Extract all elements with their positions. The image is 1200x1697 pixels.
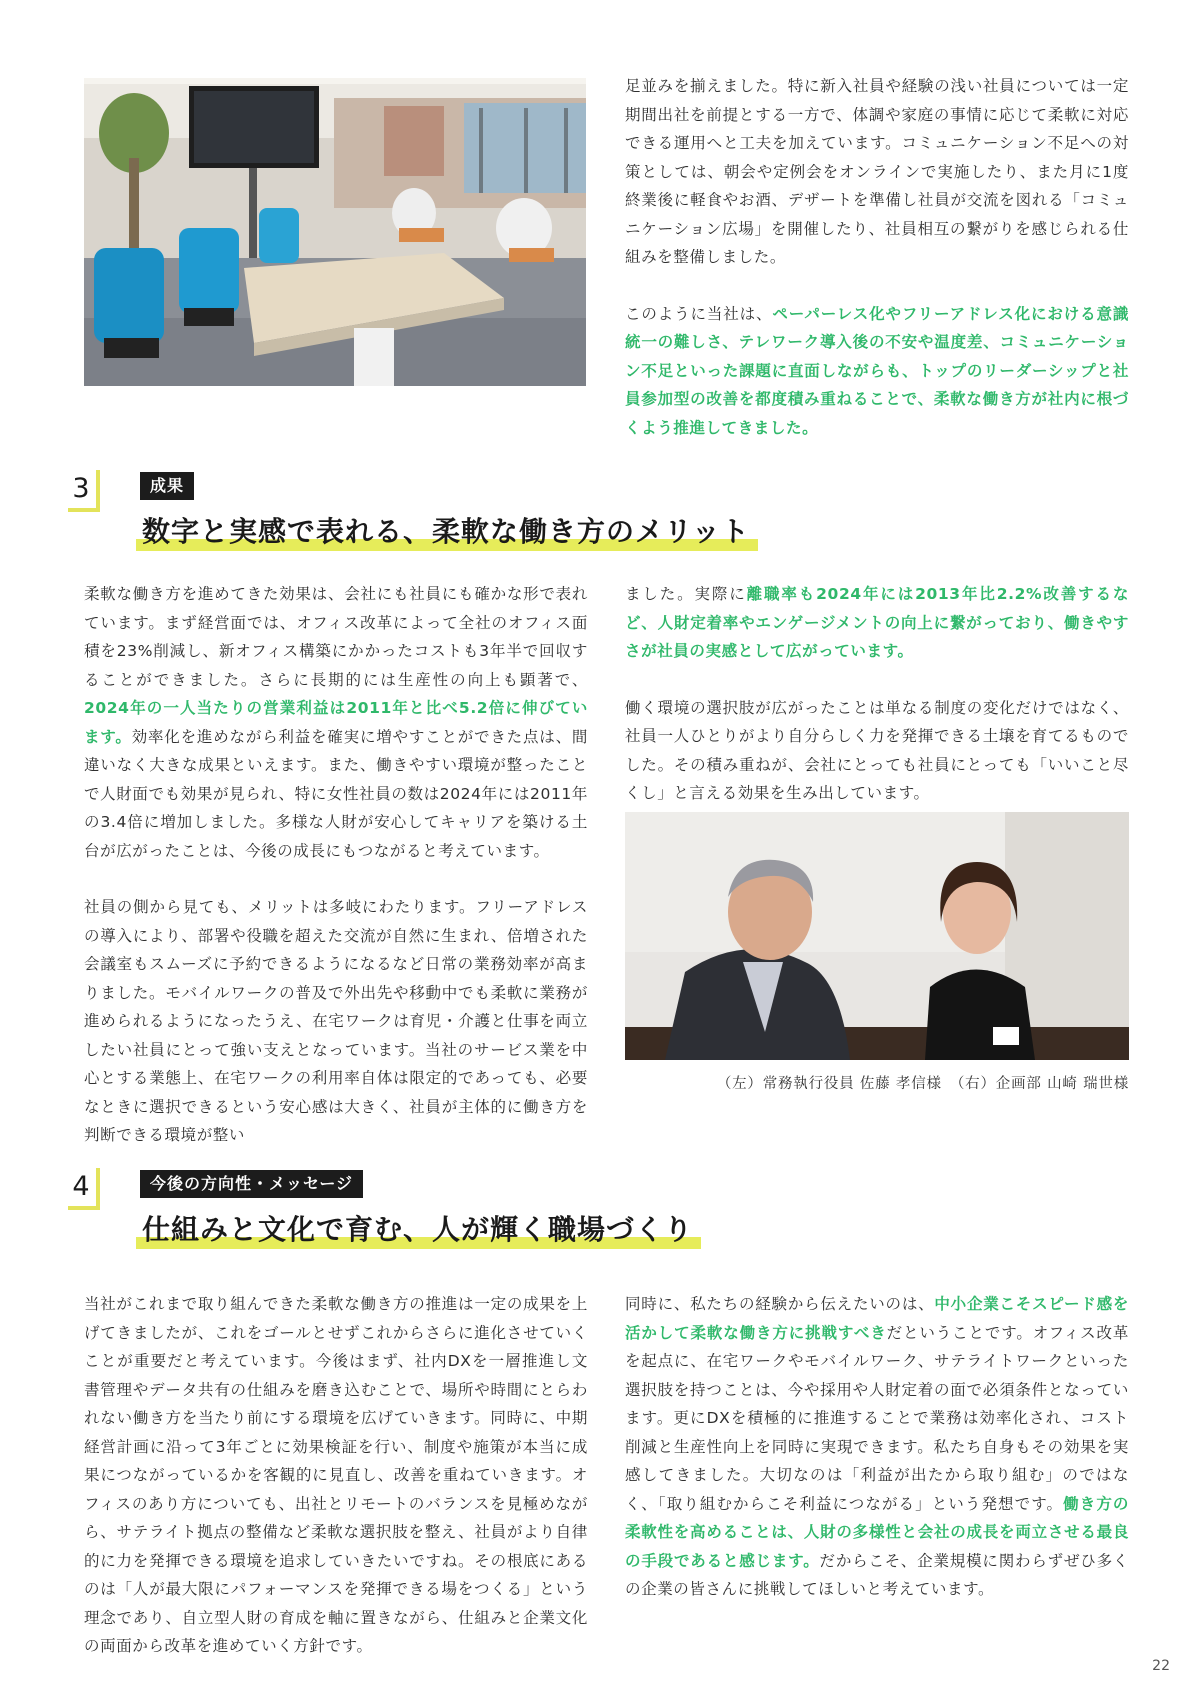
s3-left-p1-a: 柔軟な働き方を進めてきた効果は、会社にも社員にも確かな形で表れています。まず経営面では、オフィス改革によって全社のオフィス面積を23%削減し、新オフィス構築にかかったコストも3年半で回収することができました。さらに長期的には生産性の向上も顕著で、 — [84, 585, 588, 689]
page-number: 22 — [1152, 1658, 1170, 1674]
section-4-marker — [62, 1168, 110, 1218]
s4-right-p1-a: 同時に、私たちの経験から伝えたいのは、 — [625, 1295, 935, 1313]
section-4-right-paragraph — [625, 1290, 1129, 1604]
section-3-right-paragraph-1 — [625, 580, 1129, 666]
section-3-right-paragraph-2: 働く環境の選択肢が広がったことは単なる制度の変化だけではなく、社員一人ひとりがより自分らしく力を発揮できる土壌を育てるものでした。その積み重ねが、会社にとっても社員にとっても「いいこと尽くし」と言える効果を生み出しています。 — [625, 698, 1129, 802]
s3-right-p1-highlight: 離職率も2024年には2013年比2.2%改善するなど、人財定着率やエンゲージメントの向上に繋がっており、働きやすさが社員の実感として広がっています。 — [625, 585, 1129, 660]
s3-left-p1-b: 効率化を進めながら利益を確実に増やすことができた点は、間違いなく大きな成果といえます。また、働きやすい環境が整ったことで人財面でも効果が見られ、特に女性社員の数は2024年には2011年の3.4倍に増加しました。多様な人財が安心してキャリアを築ける土台が広がったことは、今後の成長にもつながると考えています。 — [84, 727, 589, 860]
s3-right-p1-a: ました。実際に — [625, 585, 747, 603]
intro-paragraph-2-highlight: ペーパーレス化やフリーアドレス化における意識統一の難しさ、テレワーク導入後の不安や温度差、コミュニケーション不足といった課題に直面しながらも、トップのリーダーシップと社員参加型の改善を都度積み重ねることで、柔軟な働き方が社内に根づくよう推進してきました。 — [625, 304, 1129, 437]
s3-left-p1-highlight: 2024年の一人当たりの営業利益は2011年と比べ5.2倍に伸びています。 — [84, 699, 588, 746]
section-4-title-text: 仕組みと文化で育む、人が輝く職場づくり — [142, 1213, 694, 1246]
intro-paragraph-1: 足並みを揃えました。特に新入社員や経験の浅い社員については一定期間出社を前提とする一方で、体調や家庭の事情に応じて柔軟に対応できる運用へと工夫を加えています。コミュニケーション不足への対策としては、朝会や定例会をオンラインで実施したり、また月に1度終業後に軽食やお酒、デザートを準備し社員が交流を図れる「コミュニケーション広場」を開催したり、社員相互の繋がりを感じられる仕組みを整備しました。 — [625, 77, 1129, 266]
section-3-number: 3 — [72, 473, 90, 504]
s4-right-p1-c: だからこそ、企業規模に関わらずぜひ多くの企業の皆さんに挑戦してほしいと考えています。 — [625, 1551, 1130, 1598]
intro-paragraph-2 — [625, 300, 1129, 443]
office-photo — [84, 78, 586, 386]
section-4-tag: 今後の方向性・メッセージ — [140, 1170, 363, 1198]
intro-paragraph-2-text: このように当社は、 — [625, 304, 773, 323]
section-3-left-paragraph-1 — [84, 580, 588, 865]
section-4-left-paragraph: 当社がこれまで取り組んできた柔軟な働き方の推進は一定の成果を上げてきましたが、これをゴールとせずこれからさらに進化させていくことが重要だと考えています。今後はまず、社内DXを一層推進し文書管理やデータ共有の仕組みを磨き込むことで、場所や時間にとらわれない働き方を当たり前にする環境を広げていきます。同時に、中期経営計画に沿って3年ごとに効果検証を行い、制度や施策が本当に成果につながっているかを客観的に見直し、改善を重ねていきます。オフィスのあり方についても、出社とリモートのバランスを見極めながら、サテライト拠点の整備など柔軟な選択肢を整え、社員がより自律的に力を発揮できる環境を追求していきたいですね。その根底にあるのは「人が最大限にパフォーマンスを発揮できる場をつくる」という理念であり、自立型人財の育成を軸に置きながら、仕組みと企業文化の両面から改革を進めていく方針です。 — [84, 1295, 588, 1655]
section-3-title — [142, 512, 750, 552]
section-3-left-paragraph-2: 社員の側から見ても、メリットは多岐にわたります。フリーアドレスの導入により、部署や役職を超えた交流が自然に生まれ、倍増された会議室もスムーズに予約できるようになるなど日常の業務効率が高まりました。モバイルワークの普及で外出先や移動中でも柔軟に業務が進められるようになったうえ、在宅ワークは育児・介護と仕事を両立したい社員にとって強い支えとなっています。当社のサービス業を中心とする業態上、在宅ワークの利用率自体は限定的であっても、必要なときに選択できるという安心感は大きく、社員が主体的に働き方を判断できる環境が整い — [84, 898, 588, 1144]
section-4-number: 4 — [72, 1171, 90, 1202]
s4-right-p1-highlight-2: 働き方の柔軟性を高めることは、人財の多様性と会社の成長を両立させる最良の手段であると感じます。 — [625, 1494, 1130, 1570]
interview-photo-caption: （左）常務執行役員 佐藤 孝信様 （右）企画部 山崎 瑞世様 — [716, 1076, 1129, 1092]
s4-right-p1-b: だということです。オフィス改革を起点に、在宅ワークやモバイルワーク、サテライトワークといった選択肢を持つことは、今や採用や人財定着の面で必須条件となっています。更にDXを積極的に推進することで業務は効率化され、コスト削減と生産性向上を同時に実現できます。私たち自身もその効果を実感してきました。大切なのは「利益が出たから取り組む」のではなく、「取り組むからこそ利益につながる」という発想です。 — [625, 1323, 1129, 1513]
section-3-tag: 成果 — [140, 472, 194, 500]
interview-photo — [625, 812, 1129, 1060]
section-4-title — [142, 1210, 693, 1250]
s4-right-p1-highlight-1: 中小企業こそスピード感を活かして柔軟な働き方に挑戦すべき — [625, 1295, 1129, 1342]
section-3-marker — [62, 470, 110, 520]
section-3-title-text: 数字と実感で表れる、柔軟な働き方のメリット — [142, 515, 750, 548]
